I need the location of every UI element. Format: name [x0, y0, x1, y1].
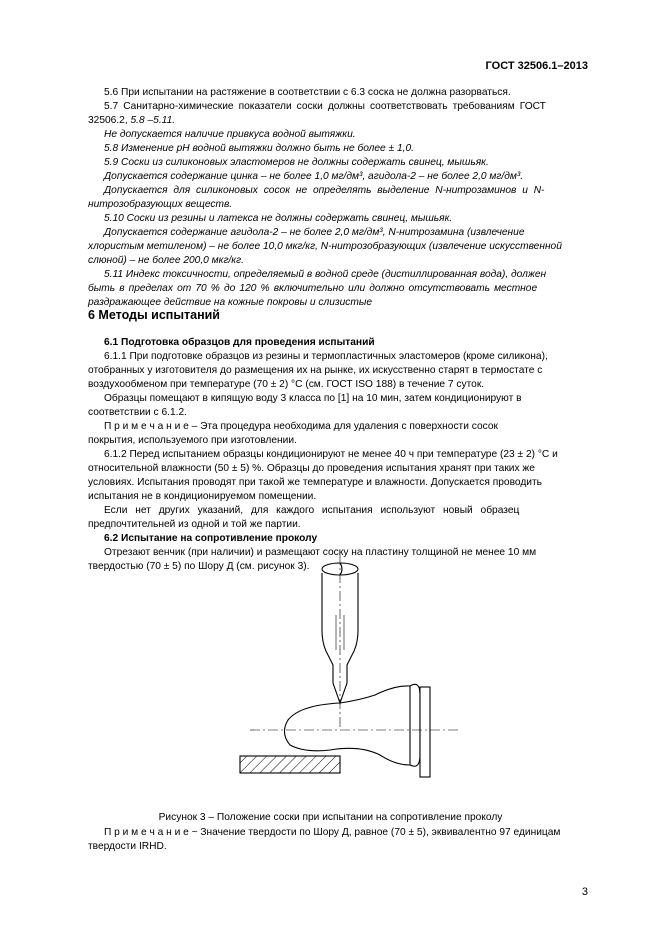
paragraph-5-9: 5.9 Соски из силиконовых эластомеров не должны содержать свинец, мышьяк.	[104, 157, 489, 168]
note-6-1-1-cont: покрытия, используемого при изготовлении.	[88, 435, 297, 446]
test-plate	[240, 756, 340, 773]
paragraph-6-1-1-cont: отобранных у изготовителя до размещения их на рынке, их искусственно старят в термостате с	[88, 365, 543, 376]
paragraph-6-2-cont: твердостью (70 ± 5) по Шору Д (см. рисунок 3).	[88, 561, 310, 572]
paragraph-6-1-2-cont3: испытания не в кондиционируемом помещении.	[88, 491, 317, 502]
paragraph-6-1-2-sample-cont: предпочтительней из одной и той же партии.	[88, 519, 301, 530]
paragraph-6-1-1-boiling-cont: соответствии с 6.1.2.	[88, 407, 187, 418]
paragraph-5-11-cont: быть в пределах от 70 % до 120 % включительно или должно отсутствовать местное	[88, 283, 538, 294]
paragraph-5-9-zinc: Допускается содержание цинка – не более 1,0 мг/дм³, агидола-2 – не более 2,0 мг/дм³.	[104, 171, 524, 182]
paragraph-5-10-agidol-end: слюной) – не более 200,0 мкг/кг.	[88, 255, 244, 266]
figure-3-drawing	[210, 555, 470, 795]
paragraph-6-2: Отрезают венчик (при наличии) и размещают соску на пластину толщиной не менее 10 мм	[104, 547, 537, 558]
figure-3-caption: Рисунок 3 – Положение соски при испытании на сопротивление проколу	[158, 812, 503, 823]
paragraph-5-7-cont: 32506.2, 5.8 –5.11.	[88, 115, 176, 126]
standard-header: ГОСТ 32506.1–2013	[485, 60, 588, 72]
paragraph-6-1-2-cont: относительной влажности (50 ± 5) %. Образцы до проведения испытания хранят при таких же	[88, 463, 535, 474]
section-6-1-title: 6.1 Подготовка образцов для проведения испытаний	[104, 337, 375, 348]
paragraph-5-6: 5.6 При испытании на растяжение в соответствии с 6.3 соска не должна разорваться.	[104, 87, 511, 98]
paragraph-6-1-2-sample: Если нет других указаний, для каждого испытания используют новый образец	[104, 505, 520, 516]
paragraph-5-10: 5.10 Соски из резины и латекса не должны содержать свинец, мышьяк.	[104, 213, 453, 224]
nipple-sample	[284, 684, 420, 766]
paragraph-5-7-note: Не допускается наличие привкуса водной вытяжки.	[104, 129, 356, 140]
section-6-title: 6 Методы испытаний	[88, 308, 220, 322]
paragraph-6-1-1: 6.1.1 При подготовке образцов из резины и термопластичных эластомеров (кроме силикона),	[104, 351, 548, 362]
page-number: 3	[581, 886, 588, 898]
paragraph-5-9-silicone: Допускается для силиконовых сосок не определять выделение N-нитрозаминов и N-	[104, 185, 545, 196]
paragraph-6-1-2: 6.1.2 Перед испытанием образцы кондиционируют не менее 40 ч при температуре (23 ± 2) °С и	[104, 449, 558, 460]
paragraph-6-1-2-cont2: условиях. Испытания проводят при такой же температуре и влажности. Допускается проводить	[88, 477, 542, 488]
paragraph-5-10-agidol-cont: хлористым метиленом) – не более 10,0 мкг/кг, N-нитрозобразующих (извлечение искусственной	[88, 241, 562, 252]
flange-plate	[420, 687, 430, 777]
section-6-2-title: 6.2 Испытание на сопротивление проколу	[104, 533, 318, 544]
paragraph-5-11-end: раздражающее действие на кожные покровы и слизистые	[88, 297, 373, 308]
paragraph-5-9-silicone-cont: нитрозобразующих веществ.	[88, 199, 233, 210]
paragraph-5-8: 5.8 Изменение pH водной вытяжки должно быть не более ± 1,0.	[104, 143, 414, 154]
paragraph-6-1-1-boiling: Образцы помещают в кипящую воду 3 класса по [1] на 10 мин, затем кондиционируют в	[104, 393, 522, 404]
note-6-1-1: П р и м е ч а н и е – Эта процедура необходима для удаления с поверхности сосок	[104, 421, 498, 432]
paragraph-5-7: 5.7 Санитарно-химические показатели соски должны соответствовать требованиям ГОСТ	[104, 101, 546, 112]
paragraph-5-11: 5.11 Индекс токсичности, определяемый в водной среде (дистиллированная вода), должен	[104, 269, 547, 280]
note-figure-3-cont: твердости IRHD.	[88, 841, 167, 852]
paragraph-5-10-agidol: Допускается содержание агидола-2 – не более 2,0 мг/дм³, N-нитрозамина (извлечение	[104, 227, 525, 238]
note-figure-3: П р и м е ч а н и е ~ Значение твердости по Шору Д, равное (70 ± 5), эквивалентно 97 единицам	[104, 827, 561, 838]
paragraph-6-1-1-end: воздухообменом при температуре (70 ± 2) °С (см. ГОСТ ISO 188) в течение 7 суток.	[88, 379, 485, 390]
